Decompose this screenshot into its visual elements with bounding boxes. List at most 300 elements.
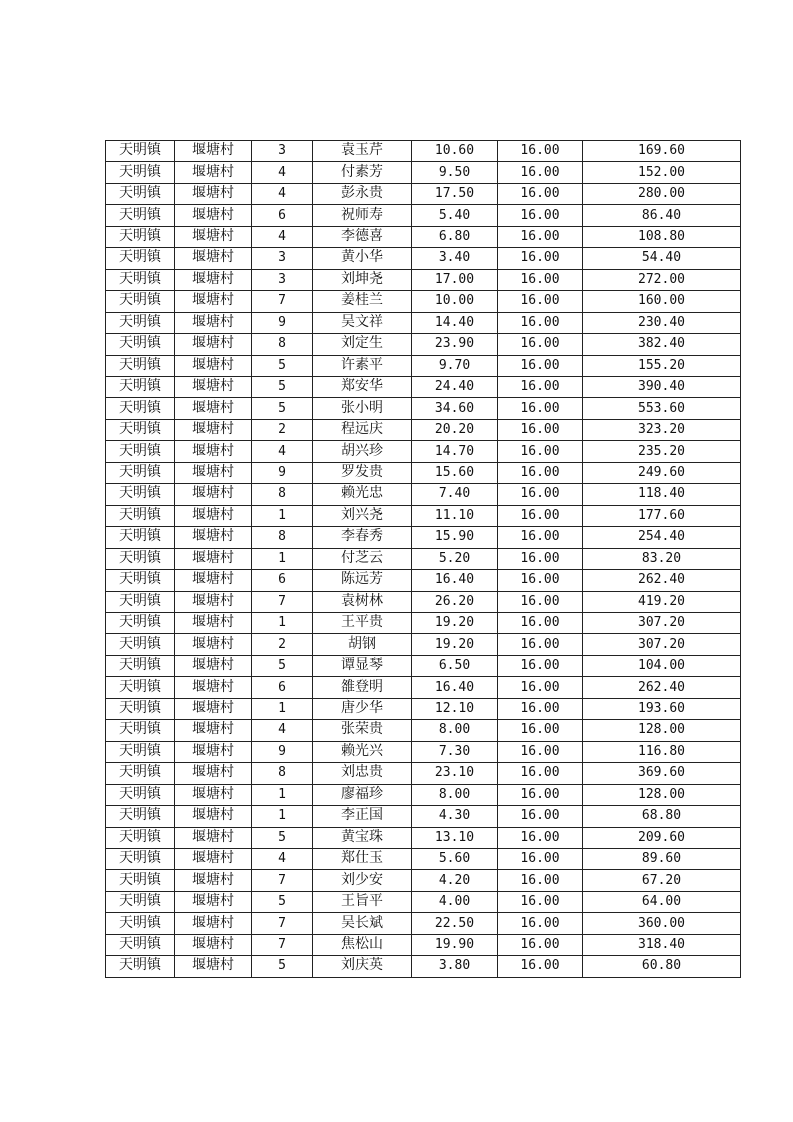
cell-name: 刘兴尧 [313,505,412,526]
table-row [106,827,741,848]
cell-amount: 54.40 [583,248,741,269]
cell-amount: 169.60 [583,141,741,162]
cell-amount: 280.00 [583,183,741,204]
cell-name: 赖光忠 [313,484,412,505]
cell-village: 堰塘村 [175,870,252,891]
cell-rate: 16.00 [498,398,583,419]
cell-rate: 16.00 [498,141,583,162]
cell-amount: 307.20 [583,634,741,655]
cell-amount: 360.00 [583,913,741,934]
cell-area: 12.10 [412,698,498,719]
cell-rate: 16.00 [498,162,583,183]
cell-area: 5.20 [412,548,498,569]
cell-area: 6.80 [412,226,498,247]
cell-village: 堰塘村 [175,376,252,397]
table-row [106,376,741,397]
table-row [106,806,741,827]
cell-name: 黄小华 [313,248,412,269]
cell-name: 李春秀 [313,527,412,548]
cell-rate: 16.00 [498,870,583,891]
cell-name: 王平贵 [313,612,412,633]
cell-village: 堰塘村 [175,162,252,183]
cell-rate: 16.00 [498,612,583,633]
cell-area: 9.50 [412,162,498,183]
cell-name: 罗发贵 [313,462,412,483]
cell-village: 堰塘村 [175,205,252,226]
cell-town: 天明镇 [106,141,175,162]
cell-name: 张荣贵 [313,720,412,741]
cell-group: 1 [252,698,313,719]
cell-town: 天明镇 [106,806,175,827]
table-row [106,398,741,419]
cell-name: 郑仕玉 [313,848,412,869]
cell-rate: 16.00 [498,334,583,355]
cell-name: 姜桂兰 [313,291,412,312]
cell-town: 天明镇 [106,848,175,869]
cell-group: 8 [252,527,313,548]
cell-group: 4 [252,441,313,462]
cell-village: 堰塘村 [175,956,252,977]
cell-group: 8 [252,334,313,355]
cell-area: 7.40 [412,484,498,505]
cell-rate: 16.00 [498,956,583,977]
cell-amount: 67.20 [583,870,741,891]
cell-group: 8 [252,763,313,784]
table-body [106,141,741,978]
table-row [106,913,741,934]
cell-name: 付芝云 [313,548,412,569]
cell-amount: 108.80 [583,226,741,247]
cell-village: 堰塘村 [175,355,252,376]
cell-rate: 16.00 [498,441,583,462]
cell-name: 许素平 [313,355,412,376]
table-row [106,591,741,612]
cell-village: 堰塘村 [175,291,252,312]
cell-name: 彭永贵 [313,183,412,204]
cell-group: 1 [252,784,313,805]
cell-village: 堰塘村 [175,527,252,548]
cell-area: 24.40 [412,376,498,397]
cell-village: 堰塘村 [175,891,252,912]
cell-group: 3 [252,141,313,162]
cell-group: 2 [252,419,313,440]
cell-town: 天明镇 [106,612,175,633]
cell-rate: 16.00 [498,570,583,591]
cell-rate: 16.00 [498,934,583,955]
table-row [106,462,741,483]
cell-name: 刘庆英 [313,956,412,977]
cell-name: 刘少安 [313,870,412,891]
cell-name: 唐少华 [313,698,412,719]
cell-rate: 16.00 [498,913,583,934]
cell-village: 堰塘村 [175,183,252,204]
cell-group: 6 [252,205,313,226]
cell-amount: 155.20 [583,355,741,376]
table-row [106,612,741,633]
cell-town: 天明镇 [106,398,175,419]
cell-rate: 16.00 [498,484,583,505]
cell-village: 堰塘村 [175,570,252,591]
cell-group: 6 [252,570,313,591]
cell-rate: 16.00 [498,269,583,290]
cell-group: 2 [252,634,313,655]
cell-name: 郑安华 [313,376,412,397]
cell-amount: 160.00 [583,291,741,312]
cell-village: 堰塘村 [175,698,252,719]
cell-area: 6.50 [412,655,498,676]
cell-town: 天明镇 [106,527,175,548]
cell-group: 7 [252,591,313,612]
cell-name: 黄宝珠 [313,827,412,848]
table-row [106,269,741,290]
cell-amount: 235.20 [583,441,741,462]
table-row [106,784,741,805]
cell-group: 1 [252,548,313,569]
cell-village: 堰塘村 [175,848,252,869]
table-row [106,634,741,655]
cell-area: 23.90 [412,334,498,355]
cell-amount: 193.60 [583,698,741,719]
cell-group: 9 [252,462,313,483]
data-table [105,140,741,978]
cell-group: 6 [252,677,313,698]
cell-area: 5.60 [412,848,498,869]
table-row [106,956,741,977]
cell-amount: 118.40 [583,484,741,505]
cell-amount: 128.00 [583,784,741,805]
cell-village: 堰塘村 [175,913,252,934]
cell-area: 3.80 [412,956,498,977]
cell-area: 13.10 [412,827,498,848]
cell-name: 胡钢 [313,634,412,655]
cell-group: 9 [252,312,313,333]
cell-town: 天明镇 [106,891,175,912]
cell-amount: 390.40 [583,376,741,397]
cell-group: 5 [252,398,313,419]
cell-rate: 16.00 [498,591,583,612]
cell-area: 4.00 [412,891,498,912]
table-row [106,677,741,698]
cell-town: 天明镇 [106,269,175,290]
cell-town: 天明镇 [106,419,175,440]
cell-village: 堰塘村 [175,934,252,955]
cell-village: 堰塘村 [175,334,252,355]
cell-group: 5 [252,376,313,397]
cell-town: 天明镇 [106,741,175,762]
cell-area: 16.40 [412,570,498,591]
cell-rate: 16.00 [498,763,583,784]
table-row [106,720,741,741]
cell-name: 袁树林 [313,591,412,612]
cell-amount: 152.00 [583,162,741,183]
cell-town: 天明镇 [106,548,175,569]
cell-group: 5 [252,956,313,977]
cell-group: 7 [252,913,313,934]
cell-group: 4 [252,848,313,869]
cell-group: 3 [252,248,313,269]
cell-rate: 16.00 [498,312,583,333]
cell-village: 堰塘村 [175,612,252,633]
cell-amount: 68.80 [583,806,741,827]
cell-group: 7 [252,934,313,955]
cell-town: 天明镇 [106,827,175,848]
cell-amount: 177.60 [583,505,741,526]
cell-name: 袁玉芹 [313,141,412,162]
table-row [106,848,741,869]
cell-amount: 83.20 [583,548,741,569]
cell-village: 堰塘村 [175,763,252,784]
table-row [106,934,741,955]
cell-village: 堰塘村 [175,784,252,805]
cell-rate: 16.00 [498,183,583,204]
cell-village: 堰塘村 [175,141,252,162]
cell-name: 焦松山 [313,934,412,955]
cell-group: 5 [252,827,313,848]
cell-group: 9 [252,741,313,762]
cell-name: 付素芳 [313,162,412,183]
cell-name: 陈远芳 [313,570,412,591]
cell-town: 天明镇 [106,677,175,698]
cell-area: 17.50 [412,183,498,204]
cell-amount: 60.80 [583,956,741,977]
cell-rate: 16.00 [498,634,583,655]
cell-area: 10.60 [412,141,498,162]
cell-rate: 16.00 [498,548,583,569]
cell-name: 刘定生 [313,334,412,355]
cell-name: 程远庆 [313,419,412,440]
cell-town: 天明镇 [106,591,175,612]
cell-area: 14.40 [412,312,498,333]
table-row [106,312,741,333]
table-row [106,527,741,548]
table-row [106,141,741,162]
cell-amount: 382.40 [583,334,741,355]
cell-town: 天明镇 [106,205,175,226]
cell-rate: 16.00 [498,677,583,698]
cell-amount: 116.80 [583,741,741,762]
table-row [106,763,741,784]
cell-area: 15.90 [412,527,498,548]
cell-amount: 272.00 [583,269,741,290]
cell-town: 天明镇 [106,655,175,676]
cell-town: 天明镇 [106,784,175,805]
table-row [106,205,741,226]
cell-name: 刘忠贵 [313,763,412,784]
cell-town: 天明镇 [106,462,175,483]
cell-area: 26.20 [412,591,498,612]
cell-amount: 262.40 [583,570,741,591]
cell-area: 9.70 [412,355,498,376]
cell-amount: 318.40 [583,934,741,955]
table-row [106,741,741,762]
cell-rate: 16.00 [498,848,583,869]
cell-amount: 89.60 [583,848,741,869]
cell-village: 堰塘村 [175,634,252,655]
cell-village: 堰塘村 [175,806,252,827]
cell-rate: 16.00 [498,741,583,762]
table-row [106,891,741,912]
cell-town: 天明镇 [106,934,175,955]
cell-area: 5.40 [412,205,498,226]
cell-town: 天明镇 [106,505,175,526]
cell-group: 4 [252,162,313,183]
cell-group: 5 [252,355,313,376]
cell-village: 堰塘村 [175,226,252,247]
table-row [106,334,741,355]
cell-rate: 16.00 [498,655,583,676]
cell-amount: 307.20 [583,612,741,633]
cell-amount: 128.00 [583,720,741,741]
cell-town: 天明镇 [106,698,175,719]
cell-town: 天明镇 [106,376,175,397]
cell-village: 堰塘村 [175,269,252,290]
cell-rate: 16.00 [498,376,583,397]
cell-village: 堰塘村 [175,720,252,741]
cell-village: 堰塘村 [175,398,252,419]
cell-rate: 16.00 [498,698,583,719]
cell-area: 34.60 [412,398,498,419]
cell-amount: 419.20 [583,591,741,612]
cell-village: 堰塘村 [175,505,252,526]
cell-village: 堰塘村 [175,441,252,462]
cell-amount: 369.60 [583,763,741,784]
cell-area: 20.20 [412,419,498,440]
cell-area: 23.10 [412,763,498,784]
cell-village: 堰塘村 [175,462,252,483]
cell-area: 15.60 [412,462,498,483]
cell-village: 堰塘村 [175,312,252,333]
cell-rate: 16.00 [498,226,583,247]
cell-rate: 16.00 [498,784,583,805]
cell-amount: 254.40 [583,527,741,548]
table-row [106,248,741,269]
cell-amount: 323.20 [583,419,741,440]
cell-name: 赖光兴 [313,741,412,762]
cell-name: 王旨平 [313,891,412,912]
cell-name: 雒登明 [313,677,412,698]
table-row [106,570,741,591]
cell-village: 堰塘村 [175,248,252,269]
cell-area: 7.30 [412,741,498,762]
cell-town: 天明镇 [106,570,175,591]
table-row [106,183,741,204]
cell-town: 天明镇 [106,162,175,183]
cell-rate: 16.00 [498,527,583,548]
cell-village: 堰塘村 [175,741,252,762]
table-row [106,870,741,891]
cell-town: 天明镇 [106,763,175,784]
cell-village: 堰塘村 [175,484,252,505]
cell-rate: 16.00 [498,462,583,483]
cell-name: 刘坤尧 [313,269,412,290]
cell-amount: 553.60 [583,398,741,419]
cell-village: 堰塘村 [175,655,252,676]
cell-area: 14.70 [412,441,498,462]
cell-area: 3.40 [412,248,498,269]
cell-rate: 16.00 [498,806,583,827]
cell-town: 天明镇 [106,634,175,655]
cell-area: 19.90 [412,934,498,955]
table-row [106,162,741,183]
cell-group: 1 [252,612,313,633]
table-row [106,698,741,719]
cell-group: 1 [252,806,313,827]
cell-rate: 16.00 [498,505,583,526]
cell-group: 4 [252,183,313,204]
cell-rate: 16.00 [498,827,583,848]
cell-village: 堰塘村 [175,548,252,569]
table-row [106,291,741,312]
cell-area: 11.10 [412,505,498,526]
cell-town: 天明镇 [106,870,175,891]
cell-town: 天明镇 [106,291,175,312]
cell-name: 吴文祥 [313,312,412,333]
cell-name: 廖福珍 [313,784,412,805]
table-row [106,441,741,462]
cell-group: 7 [252,870,313,891]
table-row [106,226,741,247]
table-row [106,419,741,440]
cell-rate: 16.00 [498,891,583,912]
cell-amount: 249.60 [583,462,741,483]
cell-village: 堰塘村 [175,591,252,612]
cell-name: 祝师寿 [313,205,412,226]
cell-group: 4 [252,720,313,741]
cell-town: 天明镇 [106,355,175,376]
cell-amount: 64.00 [583,891,741,912]
cell-amount: 209.60 [583,827,741,848]
cell-town: 天明镇 [106,913,175,934]
table-row [106,505,741,526]
cell-area: 16.40 [412,677,498,698]
cell-area: 10.00 [412,291,498,312]
cell-town: 天明镇 [106,334,175,355]
cell-town: 天明镇 [106,312,175,333]
cell-group: 5 [252,891,313,912]
cell-name: 张小明 [313,398,412,419]
cell-rate: 16.00 [498,720,583,741]
cell-amount: 230.40 [583,312,741,333]
cell-area: 4.30 [412,806,498,827]
cell-town: 天明镇 [106,484,175,505]
cell-name: 谭显琴 [313,655,412,676]
cell-area: 17.00 [412,269,498,290]
cell-rate: 16.00 [498,291,583,312]
cell-village: 堰塘村 [175,827,252,848]
cell-group: 1 [252,505,313,526]
cell-name: 李德喜 [313,226,412,247]
cell-rate: 16.00 [498,248,583,269]
cell-amount: 86.40 [583,205,741,226]
cell-town: 天明镇 [106,226,175,247]
table-row [106,548,741,569]
cell-town: 天明镇 [106,248,175,269]
cell-village: 堰塘村 [175,419,252,440]
cell-name: 吴长斌 [313,913,412,934]
cell-town: 天明镇 [106,441,175,462]
table-row [106,655,741,676]
table-row [106,355,741,376]
cell-amount: 104.00 [583,655,741,676]
cell-group: 3 [252,269,313,290]
cell-amount: 262.40 [583,677,741,698]
cell-area: 8.00 [412,720,498,741]
cell-town: 天明镇 [106,956,175,977]
cell-rate: 16.00 [498,205,583,226]
cell-area: 19.20 [412,634,498,655]
cell-name: 李正国 [313,806,412,827]
cell-area: 8.00 [412,784,498,805]
